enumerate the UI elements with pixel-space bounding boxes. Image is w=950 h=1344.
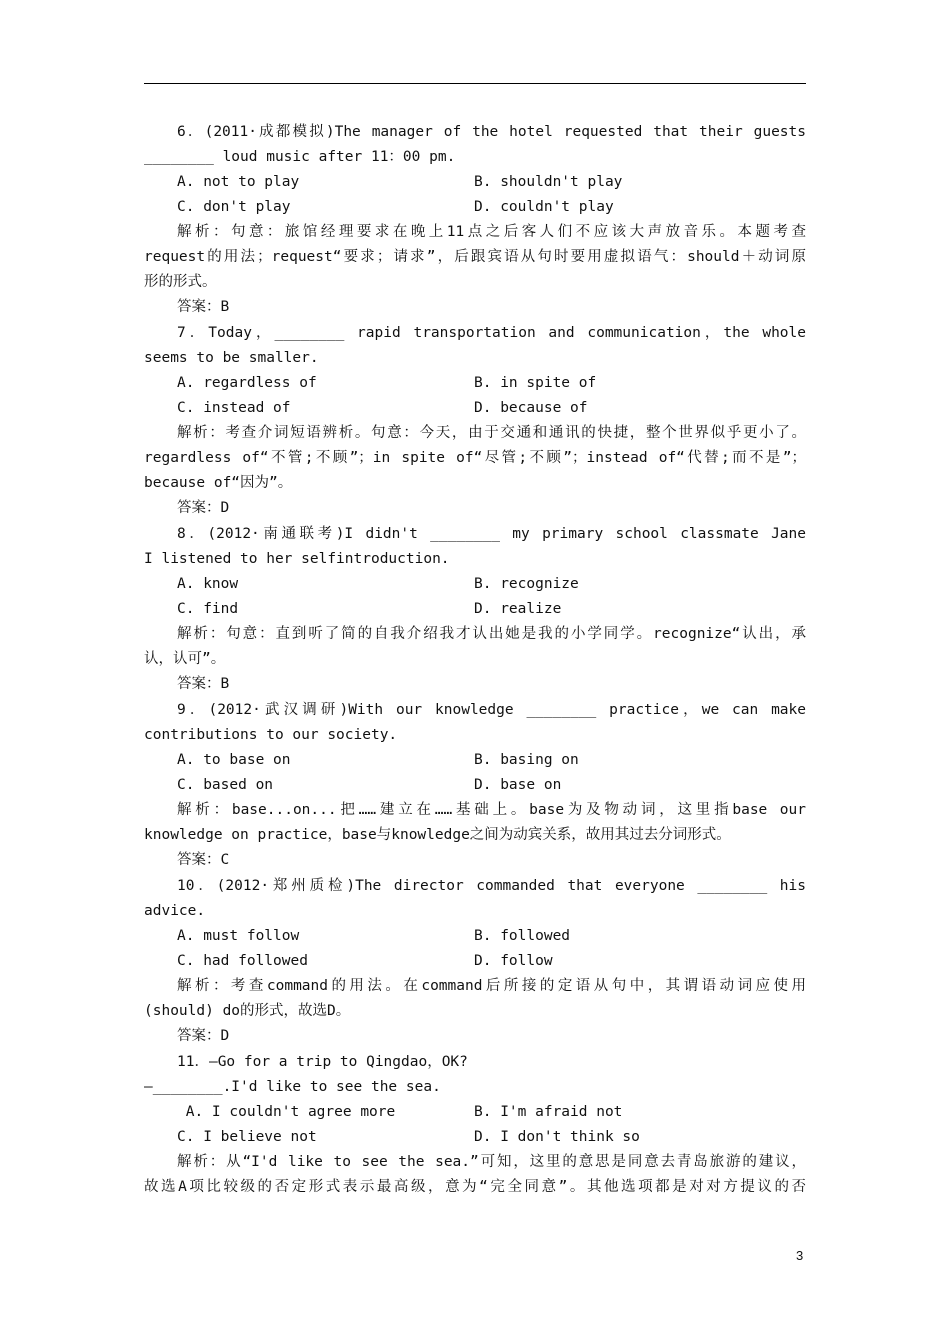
- q7-explanation-line1: 解析：考查介词短语辨析。句意：今天，由于交通和通讯的快捷，整个世界似乎更小了。: [177, 425, 806, 441]
- q11-option-b: B. I'm afraid not: [474, 1104, 623, 1120]
- q10-option-a: A. must follow: [177, 928, 300, 944]
- q6-option-c: C. don't play: [177, 199, 291, 215]
- q11-option-a: A. I couldn't agree more: [177, 1104, 396, 1120]
- q6-option-b: B. shouldn't play: [474, 174, 623, 190]
- page-number: 3: [796, 1248, 804, 1263]
- q7-option-a: A. regardless of: [177, 375, 317, 391]
- header-rule: [144, 83, 806, 84]
- q9-stem-line2: contributions to our society.: [144, 727, 398, 743]
- q6-explanation-line3: 形的形式。: [144, 274, 217, 290]
- q11-explanation-line1: 解析：从“I'd like to see the sea.”可知，这里的意思是同意去青岛旅游的建议，: [177, 1154, 806, 1170]
- q6-option-a: A. not to play: [177, 174, 300, 190]
- q8-option-a: A. know: [177, 576, 239, 592]
- q9-answer: 答案：C: [177, 852, 230, 868]
- q7-explanation-line2: regardless of“不管;不顾”；in spite of“尽管;不顾”；instead of“代替;而不是”；: [144, 450, 806, 466]
- q6-answer: 答案：B: [177, 299, 230, 315]
- q7-stem-line2: seems to be smaller.: [144, 350, 319, 366]
- q6-explanation-line2: request的用法；request“要求；请求”，后跟宾语从句时要用虚拟语气：should＋动词原: [144, 249, 806, 265]
- q7-option-d: D. because of: [474, 400, 588, 416]
- q11-stem-line1: 11．—Go for a trip to Qingdao，OK?: [177, 1054, 468, 1070]
- q9-option-b: B. basing on: [474, 752, 579, 768]
- q10-answer: 答案：D: [177, 1028, 230, 1044]
- q8-option-d: D. realize: [474, 601, 562, 617]
- q8-stem-line1: 8．(2012·南通联考)I didn't ________ my primary school classmate Jane: [177, 526, 806, 542]
- q10-option-c: C. had followed: [177, 953, 308, 969]
- q11-explanation-line2: 故选A项比较级的否定形式表示最高级，意为“完全同意”。其他选项都是对对方提议的否: [144, 1179, 806, 1195]
- q9-explanation-line1: 解析：base...on...把……建立在……基础上。base为及物动词，这里指base our: [177, 802, 806, 818]
- q8-explanation-line2: 认，认可”。: [144, 651, 226, 667]
- q10-option-b: B. followed: [474, 928, 571, 944]
- q9-option-a: A. to base on: [177, 752, 291, 768]
- q11-stem-line2: —________.I'd like to see the sea.: [144, 1079, 441, 1095]
- q7-option-c: C. instead of: [177, 400, 291, 416]
- q9-explanation-line2: knowledge on practice，base与knowledge之间为动宾关系，故用其过去分词形式。: [144, 827, 731, 843]
- q11-option-c: C. I believe not: [177, 1129, 317, 1145]
- q6-stem-line1: 6．(2011·成都模拟)The manager of the hotel requested that their guests: [177, 124, 806, 140]
- q8-stem-line2: I listened to her selfintroduction.: [144, 551, 450, 567]
- q7-answer: 答案：D: [177, 500, 230, 516]
- q8-option-b: B. recognize: [474, 576, 579, 592]
- q8-answer: 答案：B: [177, 676, 230, 692]
- q6-option-d: D. couldn't play: [474, 199, 614, 215]
- q9-option-d: D. base on: [474, 777, 562, 793]
- q7-option-b: B. in spite of: [474, 375, 597, 391]
- q9-option-c: C. based on: [177, 777, 274, 793]
- q7-stem-line1: 7．Today，________ rapid transportation and communication，the whole: [177, 325, 806, 341]
- q10-stem-line2: advice.: [144, 903, 206, 919]
- q10-stem-line1: 10．(2012·郑州质检)The director commanded that everyone ________ his: [177, 878, 806, 894]
- q10-explanation-line2: (should) do的形式，故选D。: [144, 1003, 351, 1019]
- q6-explanation-line1: 解析：句意：旅馆经理要求在晚上11点之后客人们不应该大声放音乐。本题考查: [177, 224, 806, 240]
- q10-option-d: D. follow: [474, 953, 553, 969]
- q10-explanation-line1: 解析：考查command的用法。在command后所接的定语从句中，其谓语动词应使用: [177, 978, 806, 994]
- q11-option-d: D. I don't think so: [474, 1129, 640, 1145]
- q7-explanation-line3: because of“因为”。: [144, 475, 293, 491]
- q8-option-c: C. find: [177, 601, 239, 617]
- q8-explanation-line1: 解析：句意：直到听了简的自我介绍我才认出她是我的小学同学。recognize“认出，承: [177, 626, 806, 642]
- q9-stem-line1: 9．(2012·武汉调研)With our knowledge ________ practice，we can make: [177, 702, 806, 718]
- q6-stem-line2: ________ loud music after 11：00 pm.: [144, 149, 456, 165]
